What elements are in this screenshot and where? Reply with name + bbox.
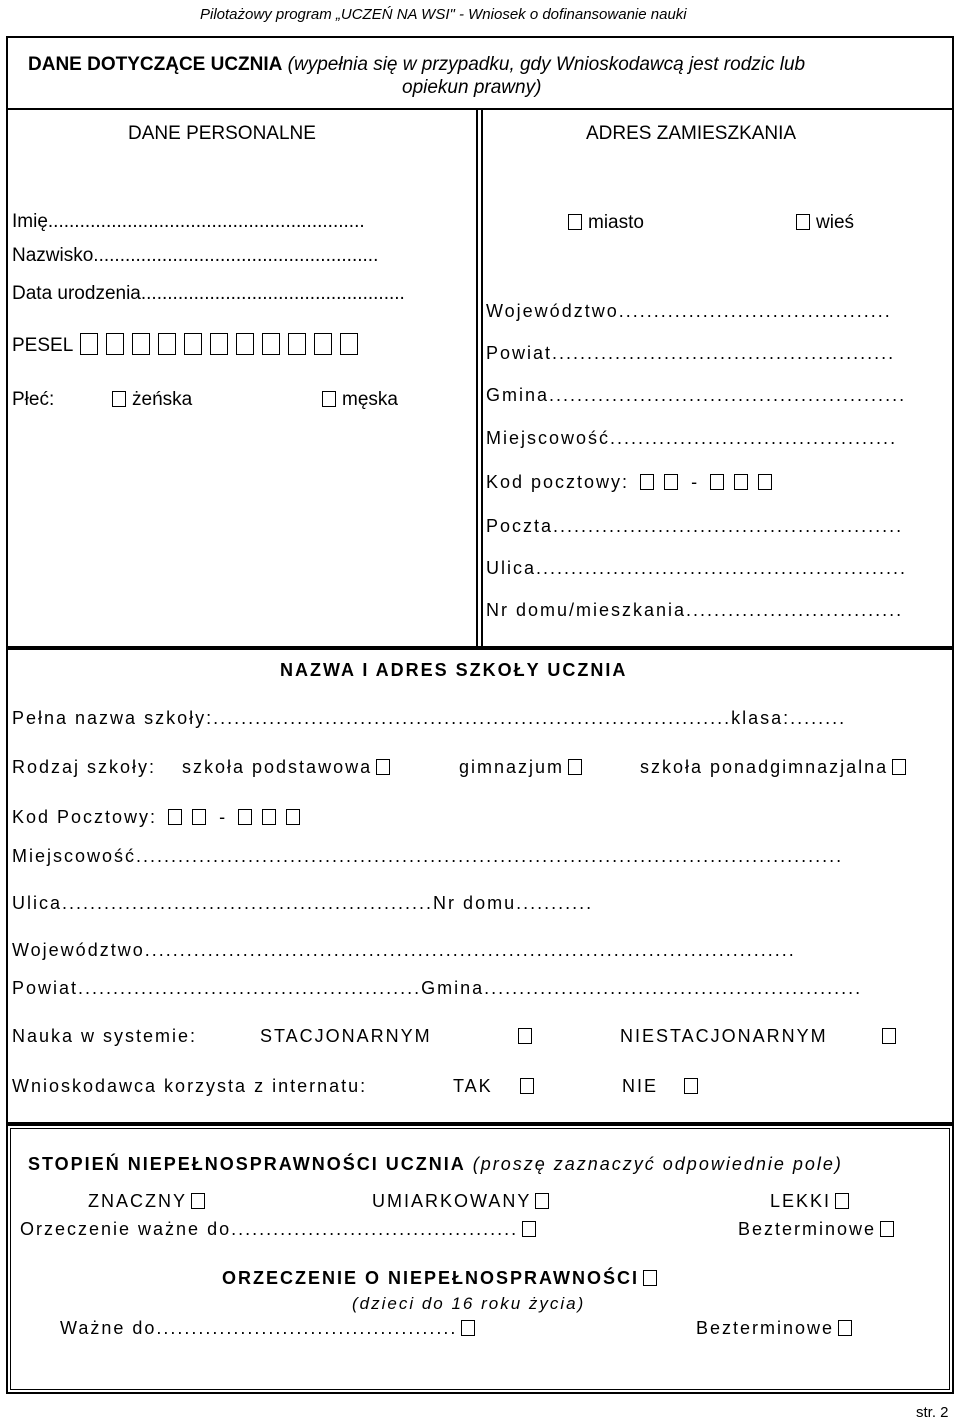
tak-option[interactable]	[516, 1076, 540, 1097]
umiarkowany-checkbox[interactable]	[535, 1193, 549, 1209]
student-column-divider	[476, 108, 478, 648]
nazwisko-field[interactable]: Nazwisko......................................................	[12, 245, 379, 266]
postal-digit-box[interactable]	[286, 809, 300, 825]
postal-digit-box[interactable]	[710, 474, 724, 490]
stacjonarnym-checkbox[interactable]	[518, 1028, 532, 1044]
kod-pocztowy-row	[486, 472, 778, 493]
personal-heading: DANE PERSONALNE	[128, 123, 316, 144]
wies-checkbox[interactable]	[796, 214, 810, 230]
nr-domu-field[interactable]: Nr domu/mieszkania...............................	[486, 600, 904, 620]
data-urodzenia-field[interactable]: Data urodzenia..................................................	[12, 283, 405, 304]
podstawowa-option[interactable]	[182, 757, 396, 778]
nauka-label: Nauka w systemie:	[12, 1026, 198, 1046]
document-header: Pilotażowy program „UCZEŃ NA WSI" - Wniosek o dofinansowanie nauki	[200, 6, 687, 23]
podstawowa-label: szkoła podstawowa	[182, 757, 373, 777]
pesel-digit-box[interactable]	[106, 333, 124, 355]
meska-option[interactable]	[318, 389, 398, 411]
postal-digit-box[interactable]	[640, 474, 654, 490]
orzeczenie-heading-row	[222, 1268, 663, 1289]
postal-digit-box[interactable]	[664, 474, 678, 490]
bezterminowe-checkbox[interactable]	[880, 1221, 894, 1237]
tak-label: TAK	[453, 1076, 493, 1096]
pesel-row	[12, 333, 364, 357]
niestacjonarnym-label: NIESTACJONARNYM	[620, 1026, 828, 1046]
school-name-field[interactable]: Pełna nazwa szkoły:..........................................................................klasa:........	[12, 708, 847, 728]
pesel-digit-box[interactable]	[132, 333, 150, 355]
disability-heading: STOPIEŃ NIEPEŁNOSPRAWNOŚCI UCZNIA	[28, 1154, 466, 1174]
bezterminowe2-label: Bezterminowe	[696, 1318, 835, 1338]
address-heading: ADRES ZAMIESZKANIA	[586, 123, 797, 144]
orzeczenie-wazne-checkbox[interactable]	[522, 1221, 536, 1237]
student-title-divider	[6, 108, 954, 110]
kod-pocztowy-label: Kod pocztowy:	[486, 472, 630, 492]
nie-checkbox[interactable]	[684, 1078, 698, 1094]
plec-label: Płeć:	[12, 389, 55, 410]
pesel-boxes[interactable]	[78, 335, 364, 356]
umiarkowany-option[interactable]	[372, 1191, 555, 1212]
postal-digit-box[interactable]	[262, 809, 276, 825]
lekki-checkbox[interactable]	[835, 1193, 849, 1209]
student-title-note-2: opiekun prawny)	[402, 77, 542, 98]
pesel-label: PESEL	[12, 335, 73, 356]
bezterminowe-label: Bezterminowe	[738, 1219, 877, 1239]
orzeczenie-note: (dzieci do 16 roku życia)	[352, 1294, 586, 1313]
orzeczenie-heading: ORZECZENIE O NIEPEŁNOSPRAWNOŚCI	[222, 1268, 640, 1288]
disability-heading-line	[28, 1154, 843, 1175]
orzeczenie-wazne-row[interactable]	[20, 1219, 542, 1240]
gmina-field[interactable]: Gmina...................................................	[486, 385, 907, 405]
postal-digit-box[interactable]	[192, 809, 206, 825]
powiat-field[interactable]: Powiat.................................................	[486, 343, 896, 363]
stacjonarnym-option[interactable]	[514, 1026, 538, 1047]
student-column-divider-2	[481, 108, 483, 648]
imie-field[interactable]: Imię............................................................	[12, 211, 365, 232]
bezterminowe2-checkbox[interactable]	[838, 1320, 852, 1336]
wojewodztwo-field[interactable]: Województwo.......................................	[486, 301, 892, 321]
postal-digit-box[interactable]	[238, 809, 252, 825]
pesel-digit-box[interactable]	[262, 333, 280, 355]
school-powiat-gmina-field[interactable]: Powiat.................................................Gmina......................................................	[12, 978, 863, 998]
poczta-field[interactable]: Poczta..................................................	[486, 516, 904, 536]
znaczny-checkbox[interactable]	[191, 1193, 205, 1209]
miasto-checkbox[interactable]	[568, 214, 582, 230]
pesel-digit-box[interactable]	[288, 333, 306, 355]
bezterminowe2-option[interactable]	[696, 1318, 858, 1339]
postal-digit-box[interactable]	[758, 474, 772, 490]
school-postal-row	[12, 807, 306, 828]
school-heading: NAZWA I ADRES SZKOŁY UCZNIA	[280, 660, 628, 680]
student-title-note: (wypełnia się w przypadku, gdy Wnioskodawcą jest rodzic lub	[287, 54, 806, 75]
disability-heading-note: (proszę zaznaczyć odpowiednie pole)	[472, 1154, 843, 1174]
nie-option[interactable]	[680, 1076, 704, 1097]
niestacjonarnym-option[interactable]	[878, 1026, 902, 1047]
student-title: DANE DOTYCZĄCE UCZNIA	[28, 54, 283, 75]
lekki-label: LEKKI	[770, 1191, 832, 1211]
umiarkowany-label: UMIARKOWANY	[372, 1191, 532, 1211]
wazne-do-checkbox[interactable]	[461, 1320, 475, 1336]
school-ulica-field[interactable]: Ulica.....................................................Nr domu...........	[12, 893, 594, 913]
pesel-digit-box[interactable]	[236, 333, 254, 355]
meska-label: męska	[342, 389, 398, 410]
wies-label: wieś	[816, 212, 855, 233]
pesel-digit-box[interactable]	[210, 333, 228, 355]
ulica-field[interactable]: Ulica.....................................................	[486, 558, 908, 578]
school-postal-label: Kod Pocztowy:	[12, 807, 158, 827]
gimnazjum-checkbox[interactable]	[568, 759, 582, 775]
wies-option[interactable]	[792, 212, 854, 234]
orzeczenie-wazne-field[interactable]: Orzeczenie ważne do.........................................	[20, 1219, 519, 1239]
school-miejscowosc-field[interactable]: Miejscowość.....................................................................................................	[12, 846, 844, 866]
znaczny-label: ZNACZNY	[88, 1191, 187, 1211]
meska-checkbox[interactable]	[322, 391, 336, 407]
internat-label: Wnioskodawca korzysta z internatu:	[12, 1076, 368, 1096]
miasto-option[interactable]	[564, 212, 644, 234]
stacjonarnym-label: STACJONARNYM	[260, 1026, 432, 1046]
zenska-checkbox[interactable]	[112, 391, 126, 407]
postal-dash: -	[219, 807, 228, 827]
page-number: str. 2	[916, 1404, 949, 1421]
wazne-do-field[interactable]: Ważne do...........................................	[60, 1318, 458, 1338]
ponadgimnazjalna-label: szkoła ponadgimnazjalna	[640, 757, 889, 777]
nie-label: NIE	[622, 1076, 659, 1096]
lekki-option[interactable]	[770, 1191, 855, 1212]
miasto-label: miasto	[588, 212, 644, 233]
ponadgimnazjalna-option[interactable]	[640, 757, 912, 778]
pesel-digit-box[interactable]	[80, 333, 98, 355]
miejscowosc-field[interactable]: Miejscowość.........................................	[486, 428, 898, 448]
pesel-digit-box[interactable]	[340, 333, 358, 355]
postal-digit-box[interactable]	[168, 809, 182, 825]
wazne-do-row[interactable]	[60, 1318, 481, 1339]
gimnazjum-option[interactable]	[459, 757, 588, 778]
student-title-line	[28, 54, 805, 76]
orzeczenie-checkbox[interactable]	[643, 1270, 657, 1286]
gimnazjum-label: gimnazjum	[459, 757, 565, 777]
postal-digit-box[interactable]	[734, 474, 748, 490]
bezterminowe-option[interactable]	[738, 1219, 900, 1240]
zenska-label: żeńska	[132, 389, 193, 410]
zenska-option[interactable]	[108, 389, 192, 411]
znaczny-option[interactable]	[88, 1191, 211, 1212]
postal-dash: -	[691, 472, 700, 492]
school-type-label: Rodzaj szkoły:	[12, 757, 157, 777]
tak-checkbox[interactable]	[520, 1078, 534, 1094]
podstawowa-checkbox[interactable]	[376, 759, 390, 775]
pesel-digit-box[interactable]	[158, 333, 176, 355]
ponadgimnazjalna-checkbox[interactable]	[892, 759, 906, 775]
pesel-digit-box[interactable]	[314, 333, 332, 355]
pesel-digit-box[interactable]	[184, 333, 202, 355]
niestacjonarnym-checkbox[interactable]	[882, 1028, 896, 1044]
school-wojewodztwo-field[interactable]: Województwo.............................................................................................	[12, 940, 796, 960]
